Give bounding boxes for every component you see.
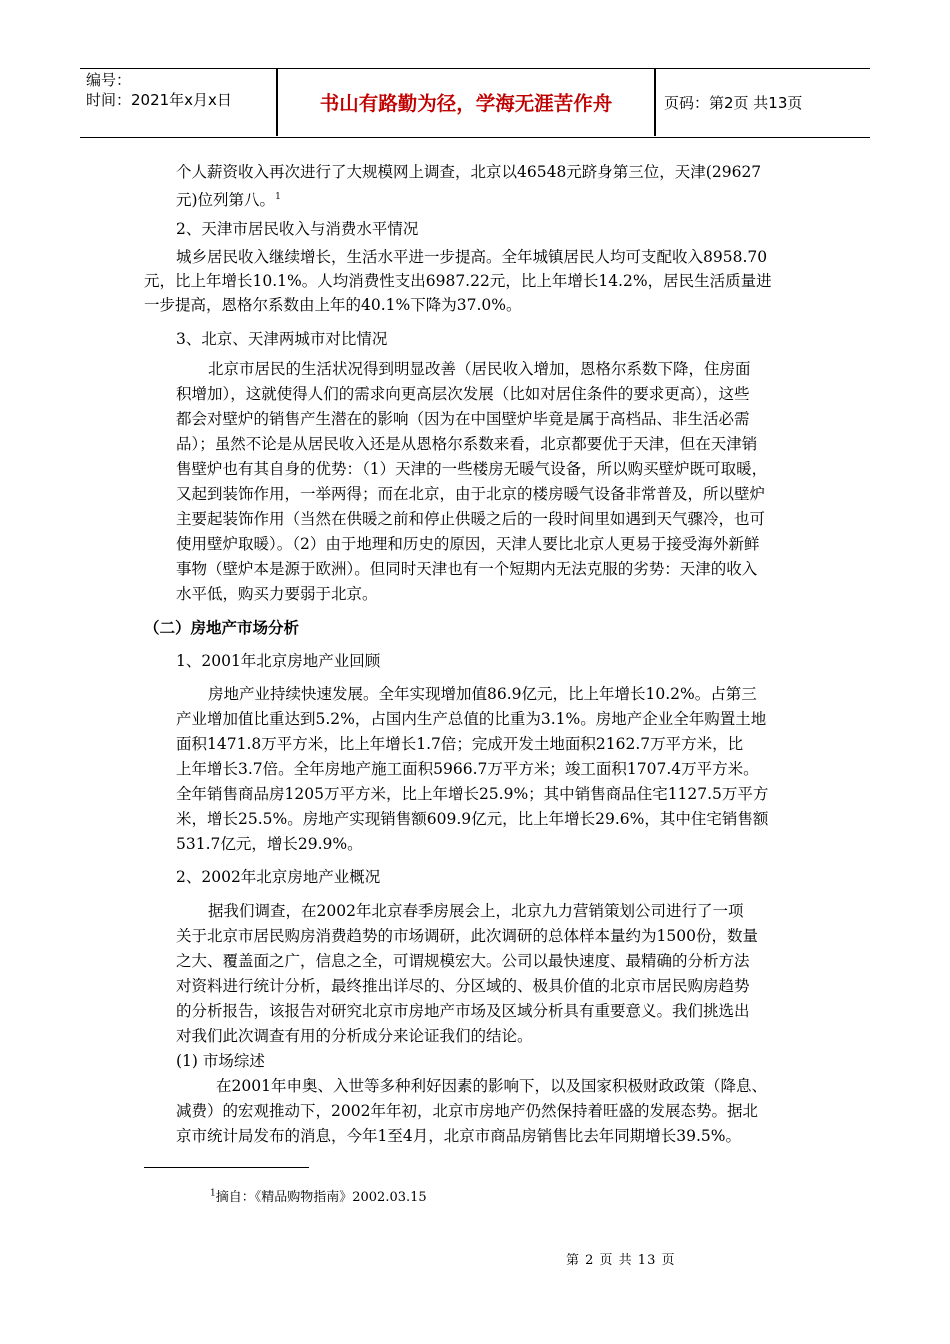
footnote-number: 1: [210, 1188, 216, 1199]
body-line: 对资料进行统计分析，最终推出详尽的、分区域的、极具价值的北京市居民购房趋势: [176, 977, 750, 995]
footnote: [210, 1186, 427, 1205]
body-line: 品）；虽然不论是从居民收入还是从恩格尔系数来看，北京都要优于天津，但在天津销: [176, 435, 758, 453]
body-line: 主要起装饰作用（当然在供暖之前和停止供暖之后的一段时间里如遇到天气骤冷，也可: [176, 510, 766, 528]
body-line: 全年销售商品房1205万平方米，比上年增长25.9%；其中销售商品住宅1127.5万平方: [176, 785, 769, 803]
body-line: 元)位列第八。$^1$: [176, 191, 281, 210]
body-line: 关于北京市居民购房消费趋势的市场调研，此次调研的总体样本量约为1500份，数量: [176, 927, 758, 945]
body-line: 米，增长25.5%。房地产实现销售额609.9亿元，比上年增长29.6%，其中住宅销售额: [176, 810, 769, 828]
body-line: 在2001年申奥、入世等多种利好因素的影响下，以及国家积极财政政策（降息、: [216, 1077, 767, 1095]
body-line: 房地产业持续快速发展。全年实现增加值86.9亿元，比上年增长10.2%。占第三: [208, 685, 757, 703]
section-heading: 1、2001年北京房地产业回顾: [176, 652, 381, 670]
section-title: （二）房地产市场分析: [144, 619, 300, 637]
section-heading: 2、天津市居民收入与消费水平情况: [176, 220, 419, 238]
body-line: 一步提高，恩格尔系数由上年的40.1%下降为37.0%。: [144, 296, 522, 314]
body-line: 个人薪资收入再次进行了大规模网上调查，北京以46548元跻身第三位，天津(29627: [176, 163, 762, 181]
footnote-separator: [144, 1167, 309, 1168]
body-line: 北京市居民的生活状况得到明显改善（居民收入增加，恩格尔系数下降，住房面: [208, 360, 751, 378]
body-line: 产业增加值比重达到5.2%，占国内生产总值的比重为3.1%。房地产企业全年购置土地: [176, 710, 767, 728]
body-line: 事物（壁炉本是源于欧洲）。但同时天津也有一个短期内无法克服的劣势：天津的收入: [176, 560, 758, 578]
time-label: 时间：2021年x月x日: [86, 91, 232, 109]
body-line: 城乡居民收入继续增长，生活水平进一步提高。全年城镇居民人均可支配收入8958.70: [176, 248, 768, 266]
header-divider: [654, 68, 656, 136]
body-line: 售壁炉也有其自身的优势：（1）天津的一些楼房无暖气设备，所以购买壁炉既可取暖，: [176, 460, 768, 478]
page-footer: 第 2 页 共 13 页: [566, 1253, 676, 1268]
header-left: [86, 70, 232, 110]
body-line: 积增加），这就使得人们的需求向更高层次发展（比如对居住条件的要求更高），这些: [176, 385, 750, 403]
footnote-ref: 1: [275, 192, 281, 202]
body-line: 上年增长3.7倍。全年房地产施工面积5966.7万平方米；竣工面积1707.4万平方米。: [176, 760, 759, 778]
body-line: 的分析报告，该报告对研究北京市房地产市场及区域分析具有重要意义。我们挑选出: [176, 1002, 750, 1020]
body-line: 面积1471.8万平方米，比上年增长1.7倍；完成开发土地面积2162.7万平方米，比: [176, 735, 744, 753]
body-line: 531.7亿元，增长29.9%。: [176, 835, 363, 853]
body-line: 水平低，购买力要弱于北京。: [176, 585, 378, 603]
header-page-info: 页码：第2页 共13页: [664, 94, 803, 112]
body-line: 对我们此次调查有用的分析成分来论证我们的结论。: [176, 1027, 533, 1045]
footnote-text: 摘自：《精品购物指南》2002.03.15: [215, 1190, 427, 1205]
section-heading: 3、北京、天津两城市对比情况: [176, 330, 388, 348]
body-line: 又起到装饰作用，一举两得；而在北京，由于北京的楼房暖气设备非常普及，所以壁炉: [176, 485, 766, 503]
body-line: 京市统计局发布的消息，今年1至4月，北京市商品房销售比去年同期增长39.5%。: [176, 1127, 741, 1145]
subsection-heading: (1) 市场综述: [176, 1052, 265, 1070]
body-line: 之大、覆盖面之广，信息之全，可谓规模宏大。公司以最快速度、最精确的分析方法: [176, 952, 750, 970]
body-line: 据我们调查，在2002年北京春季房展会上，北京九力营销策划公司进行了一项: [208, 902, 744, 920]
body-line: 元，比上年增长10.1%。人均消费性支出6987.22元，比上年增长14.2%，居民生活质量进: [144, 272, 772, 290]
section-heading: 2、2002年北京房地产业概况: [176, 868, 381, 886]
body-line: 使用壁炉取暖）。（2）由于地理和历史的原因，天津人要比北京人更易于接受海外新鲜: [176, 535, 760, 553]
number-label: 编号：: [86, 71, 132, 89]
body-line: 减费）的宏观推动下，2002年年初，北京市房地产仍然保持着旺盛的发展态势。据北: [176, 1102, 758, 1120]
body-line: 都会对壁炉的销售产生潜在的影响（因为在中国壁炉毕竟是属于高档品、非生活必需: [176, 410, 750, 428]
header-motto: 书山有路勤为径，学海无涯苦作舟: [319, 92, 613, 115]
